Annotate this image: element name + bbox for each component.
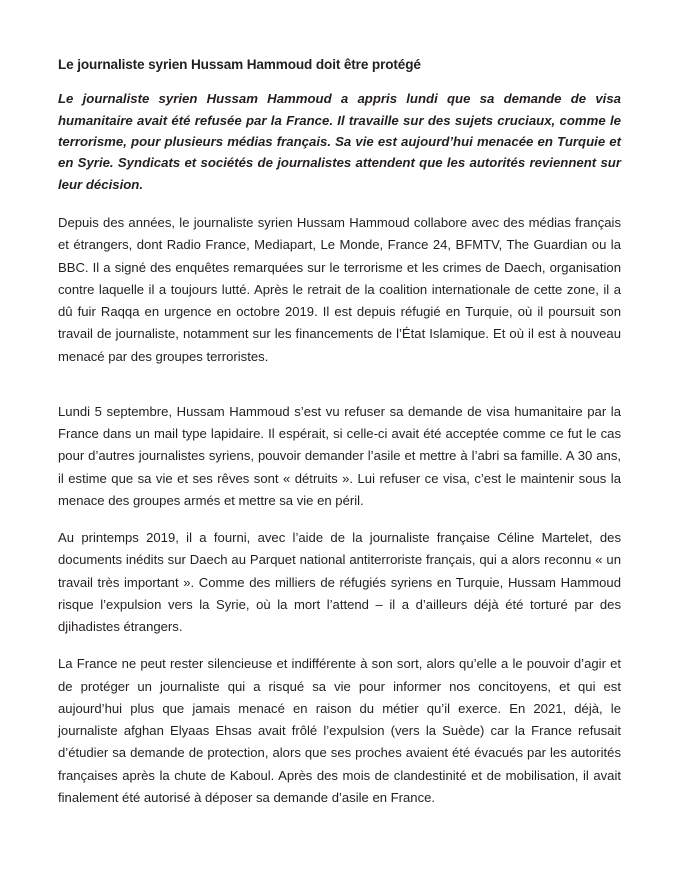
article-paragraph: Depuis des années, le journaliste syrien Hussam Hammoud collabore avec des médias français et étrangers, dont Radio France, Mediapart, Le Monde, France 24, BFMTV, The Guardian ou la BBC. Il a signé des enquêtes remarquées sur le terrorisme et les crimes de Daech, organisation contre laquelle il a toujours lutté. Après le retrait de la coalition internationale de cette zone, il a dû fuir Raqqa en urgence en octobre 2019. Il est depuis réfugié en Turquie, où il poursuit son travail de journaliste, notamment sur les financements de l’État Islamique. Et où il est à nouveau menacé par des groupes terroristes.: [58, 215, 621, 364]
article-paragraph: La France ne peut rester silencieuse et indifférente à son sort, alors qu’elle a le pouvoir d’agir et de protéger un journaliste qui a risqué sa vie pour informer nos concitoyens, et qui est aujourd’hui plus que jamais menacé en raison du métier qu’il exerce. En 2021, déjà, le journaliste afghan Elyaas Ehsas avait frôlé l’expulsion (vers la Suède) car la France refusait d’étudier sa demande de protection, alors que ses proches avaient été évacués par les autorités françaises après la chute de Kaboul. Après des mois de clandestinité et de mobilisation, il avait finalement été autorisé à déposer sa demande d’asile en France.: [58, 656, 621, 805]
article-body: [58, 56, 621, 809]
article-paragraph: Au printemps 2019, il a fourni, avec l’aide de la journaliste française Céline Martelet, des documents inédits sur Daech au Parquet national antiterroriste français, qui a alors reconnu « un travail très important ». Comme des milliers de réfugiés syriens en Turquie, Hussam Hammoud risque l’expulsion vers la Syrie, où la mort l’attend – il a d’ailleurs déjà été torturé par des djihadistes étrangers.: [58, 530, 621, 635]
page-title: Le journaliste syrien Hussam Hammoud doit être protégé: [58, 57, 421, 72]
article-paragraph: Lundi 5 septembre, Hussam Hammoud s’est vu refuser sa demande de visa humanitaire par la France dans un mail type lapidaire. Il espérait, si celle-ci avait été acceptée comme ce fut le cas pour d’autres journalistes syriens, pouvoir demander l’asile et mettre à l’abri sa famille. A 30 ans, il estime que sa vie et ses rêves sont « détruits ». Lui refuser ce visa, c’est le maintenir sous la menace des groupes armés et mettre sa vie en péril.: [58, 403, 621, 508]
article-lead-paragraph: Le journaliste syrien Hussam Hammoud a appris lundi que sa demande de visa humanitaire avait été refusée par la France. Il travaille sur des sujets cruciaux, comme le terrorisme, pour plusieurs médias français. Sa vie est aujourd’hui menacée en Turquie et en Syrie. Syndicats et sociétés de journalistes attendent que les autorités reviennent sur leur décision.: [58, 91, 621, 192]
